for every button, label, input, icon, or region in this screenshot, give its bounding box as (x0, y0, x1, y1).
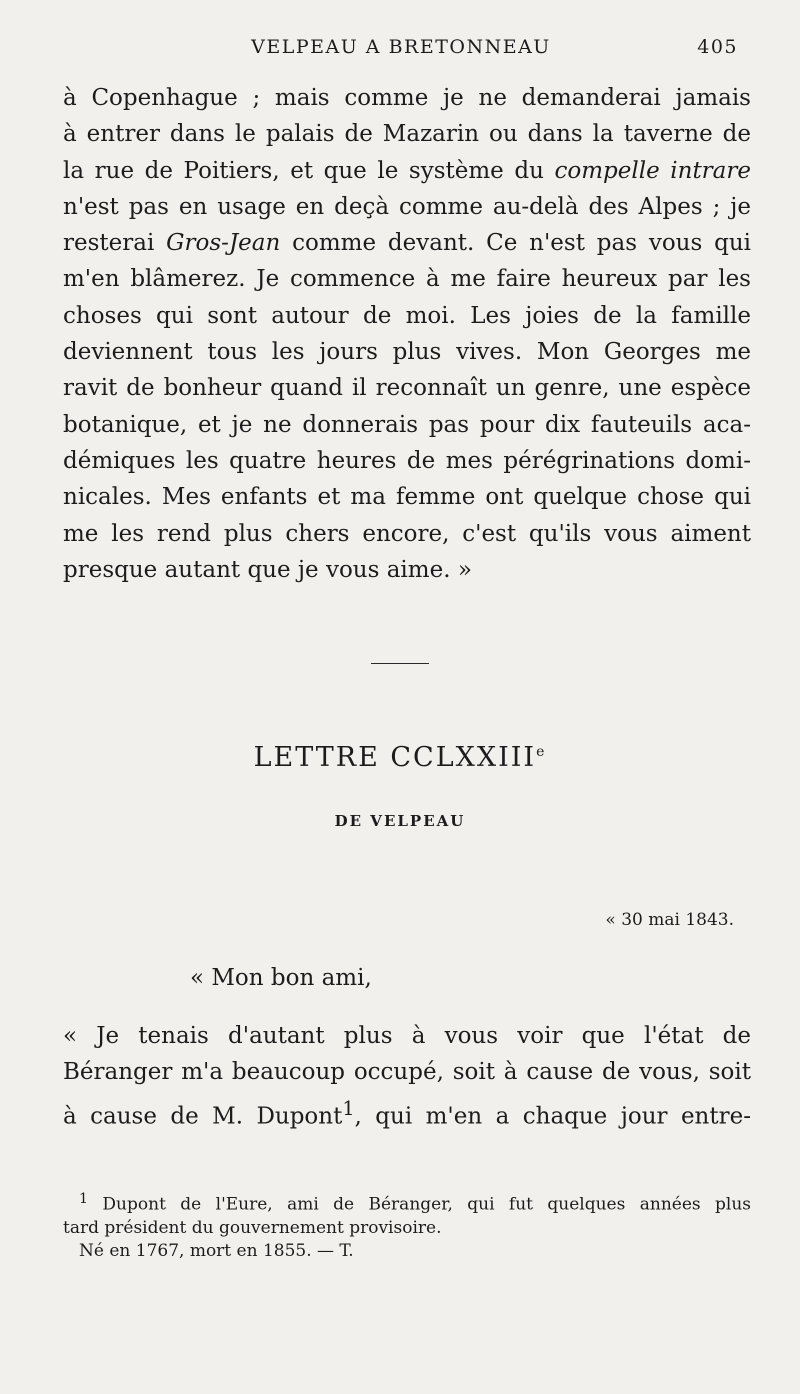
text-line (63, 225, 751, 261)
paragraph-2 (63, 1018, 751, 1130)
text-line: « Je tenais d'autant plus à vous voir que l'état de (63, 1023, 751, 1049)
running-title: VELPEAU A BRETONNEAU (251, 36, 551, 58)
italic-phrase: Gros-Jean (166, 230, 281, 257)
text-line: Béranger m'a beaucoup occupé, soit à cause de vous, soit (63, 1059, 751, 1086)
text-line: nicales. Mes enfants et ma femme ont quelque chose qui (63, 484, 751, 511)
text-segment: à cause de M. Dupont (63, 1103, 343, 1130)
text-segment: Dupont de l'Eure, ami de Béranger, qui fut quelques années plus (102, 1194, 751, 1215)
page-number: 405 (697, 36, 738, 58)
section-divider (371, 663, 429, 664)
text-segment: la rue de Poitiers, et que le système du (63, 157, 544, 184)
footnote-line (63, 1188, 751, 1217)
text-line: m'en blâmerez. Je commence à me faire heureux par les (63, 266, 751, 293)
text-line: me les rend plus chers encore, c'est qu'ils vous aiment (63, 520, 751, 547)
footnote-ref: 1 (342, 1096, 355, 1120)
text-line: ravit de bonheur quand il reconnaît un genre, une espèce (63, 375, 751, 402)
text-line: démiques les quatre heures de mes pérégrinations domi- (63, 447, 751, 474)
text-line: botanique, et je ne donnerais pas pour dix fauteuils aca- (63, 411, 751, 438)
text-segment: , qui m'en a chaque jour entre- (354, 1103, 751, 1130)
letter-date: « 30 mai 1843. (605, 910, 734, 930)
text-line: à Copenhague ; mais comme je ne demanderai jamais (63, 85, 751, 111)
text-line (63, 1091, 751, 1130)
text-line (63, 153, 751, 189)
salutation: « Mon bon ami, (190, 965, 372, 991)
text-line: n'est pas en usage en deçà comme au-delà des Alpes ; je (63, 193, 751, 220)
text-segment: resterai (63, 230, 155, 257)
running-head (64, 30, 738, 62)
text-line: presque autant que je vous aime. » (63, 556, 472, 583)
paragraph-1 (63, 80, 751, 588)
text-line: à entrer dans le palais de Mazarin ou dans la taverne de (63, 121, 751, 148)
footnote-line: tard président du gouvernement provisoire. (63, 1217, 442, 1238)
footnote-number: 1 (79, 1191, 89, 1207)
letter-number: LETTRE CCLXXIII (253, 742, 537, 773)
footnote-line: Né en 1767, mort en 1855. — T. (79, 1240, 354, 1261)
text-line: choses qui sont autour de moi. Les joies de la famille (63, 302, 751, 329)
letter-title (0, 742, 800, 773)
italic-phrase: compelle intrare (554, 157, 752, 184)
text-line: deviennent tous les jours plus vives. Mon Georges me (63, 339, 751, 366)
footnotes (63, 1188, 751, 1263)
letter-author: DE VELPEAU (334, 812, 466, 830)
letter-number-suffix: e (536, 744, 547, 760)
text-segment: comme devant. Ce n'est pas vous qui (292, 230, 752, 257)
